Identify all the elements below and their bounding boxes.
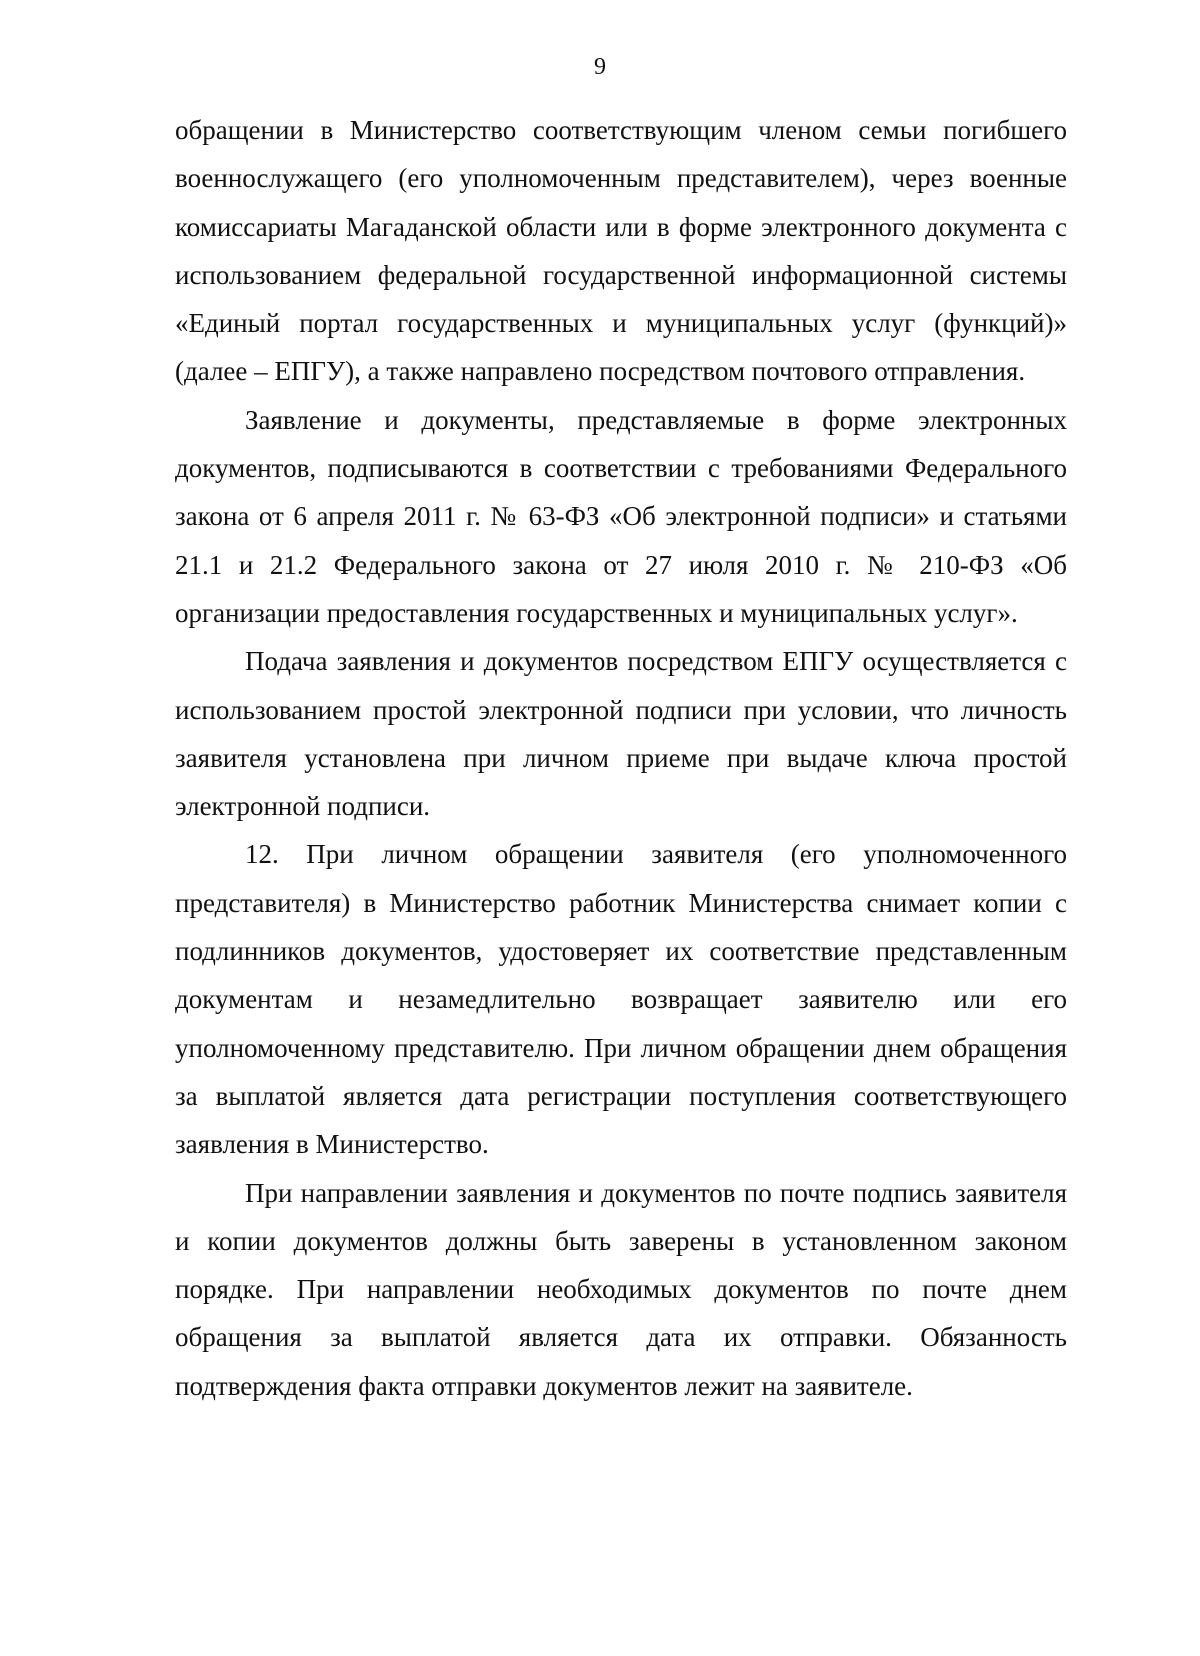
paragraph-electronic-signature: Заявление и документы, представляемые в форме электронных документов, подписываются в соответствии с требованиями Федерального закона от 6 апреля 2011 г. № 63-ФЗ «Об электронной подписи» и статьями 21.1 и 21.2 Федерального закона от 27 июля 2010 г. № 210-ФЗ «Об организации предоставления государственных и муниципальных услуг».	[175, 404, 1067, 628]
page-number: 9	[594, 54, 606, 80]
paragraph-epgu-submission: Подача заявления и документов посредством ЕПГУ осуществляется с использованием простой электронной подписи при условии, что личность заявителя установлена при личном приеме при выдаче ключа простой электронной подписи.	[175, 646, 1067, 822]
paragraph-continuation: обращении в Министерство соответствующим членом семьи погибшего военнослужащего (его уполномоченным представителем), через военные комиссариаты Магаданской области или в форме электронного документа с использованием федеральной государственной информационной системы «Единый портал государственных и муниципальных услуг (функций)» (далее – ЕПГУ), а также направлено посредством почтового отправления.	[175, 115, 1067, 387]
document-body	[175, 106, 1067, 1410]
paragraph-12-personal-appeal: 12. При личном обращении заявителя (его уполномоченного представителя) в Министерство работник Министерства снимает копии с подлинников документов, удостоверяет их соответствие представленным документам и незамедлительно возвращает заявителю или его уполномоченному представителю. При личном обращении днем обращения за выплатой является дата регистрации поступления соответствующего заявления в Министерство.	[175, 839, 1067, 1160]
paragraph-postal-submission: При направлении заявления и документов по почте подпись заявителя и копии документов должны быть заверены в установленном законом порядке. При направлении необходимых документов по почте днем обращения за выплатой является дата их отправки. Обязанность подтверждения факта отправки документов лежит на заявителе.	[175, 1177, 1067, 1401]
